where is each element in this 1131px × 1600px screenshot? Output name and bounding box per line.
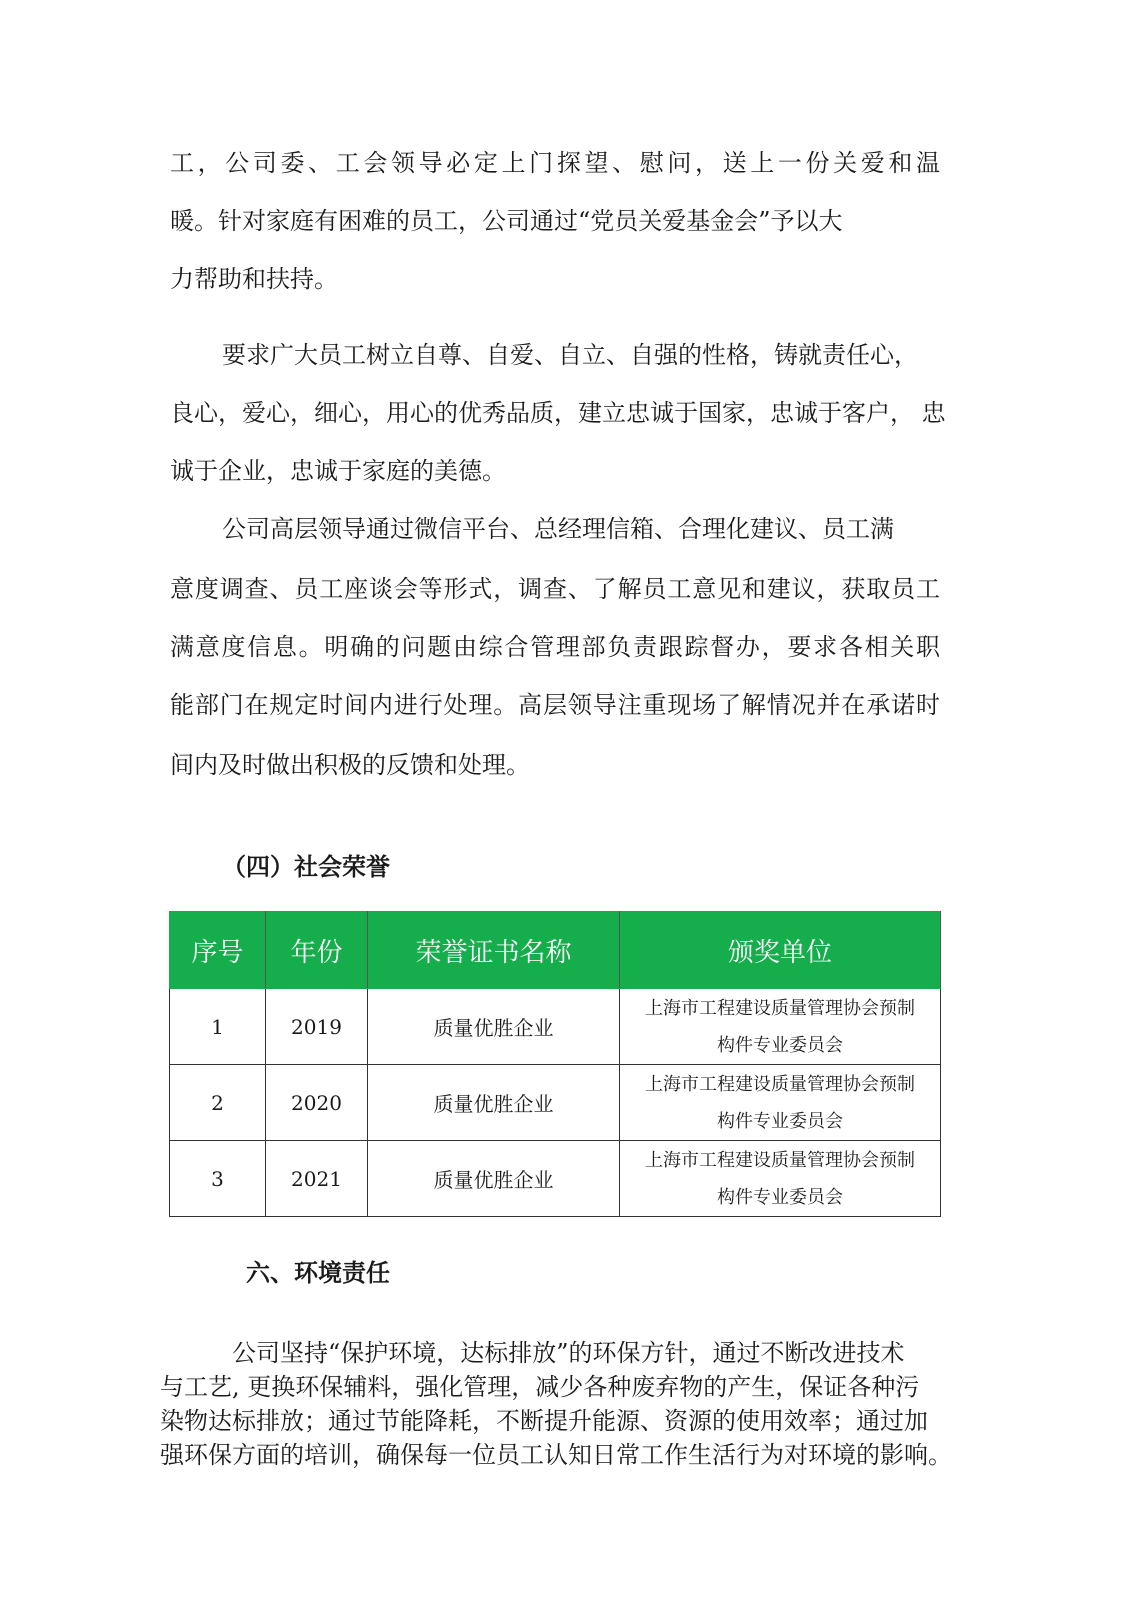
paragraph-line: 意度调查、员工座谈会等形式，调查、了解员工意见和建议，获取员工 [170, 575, 940, 603]
unit-line: 构件专业委员会 [717, 1034, 843, 1056]
cell-no: 2 [170, 1065, 266, 1141]
column-header-name: 荣誉证书名称 [368, 912, 620, 989]
paragraph-line: 间内及时做出积极的反馈和处理。 [170, 751, 530, 779]
cell-no: 3 [170, 1141, 266, 1217]
paragraph-line: 力帮助和扶持。 [170, 265, 338, 293]
table-row [170, 989, 941, 1065]
paragraph-line: 良心，爱心，细心，用心的优秀品质，建立忠诚于国家，忠诚于客户， 忠 [170, 399, 946, 427]
cell-unit [620, 1141, 941, 1217]
paragraph-line: 满意度信息。明确的问题由综合管理部负责跟踪督办，要求各相关职 [170, 633, 940, 661]
cell-unit [620, 1065, 941, 1141]
paragraph-line: 强环保方面的培训，确保每一位员工认知日常工作生活行为对环境的影响。 [160, 1441, 952, 1469]
unit-line: 构件专业委员会 [717, 1186, 843, 1208]
paragraph-line: 能部门在规定时间内进行处理。高层领导注重现场了解情况并在承诺时 [170, 691, 940, 719]
cell-year: 2019 [266, 989, 368, 1065]
paragraph-line: 公司坚持“保护环境，达标排放”的环保方针，通过不断改进技术 [232, 1339, 905, 1367]
table-row [170, 1065, 941, 1141]
table-row [170, 1141, 941, 1217]
paragraph-line: 要求广大员工树立自尊、自爱、自立、自强的性格，铸就责任心， [222, 341, 918, 369]
section-heading-honors: （四）社会荣誉 [222, 852, 390, 881]
column-header-no: 序号 [170, 912, 266, 989]
paragraph-line: 暖。针对家庭有困难的员工，公司通过“党员关爱基金会”予以大 [170, 207, 843, 235]
paragraph-line: 工，公司委、工会领导必定上门探望、慰问，送上一份关爱和温 [170, 149, 940, 177]
section-heading-environment: 六、环境责任 [246, 1258, 390, 1287]
paragraph-line: 诚于企业，忠诚于家庭的美德。 [170, 457, 506, 485]
unit-line: 上海市工程建设质量管理协会预制 [645, 1073, 915, 1095]
honors-table [169, 911, 941, 1217]
unit-line: 构件专业委员会 [717, 1110, 843, 1132]
cell-unit [620, 989, 941, 1065]
paragraph-line: 染物达标排放；通过节能降耗，不断提升能源、资源的使用效率；通过加 [160, 1407, 928, 1435]
unit-line: 上海市工程建设质量管理协会预制 [645, 1149, 915, 1171]
paragraph-line: 公司高层领导通过微信平台、总经理信箱、合理化建议、员工满 [222, 515, 894, 543]
cell-name: 质量优胜企业 [368, 989, 620, 1065]
column-header-year: 年份 [266, 912, 368, 989]
paragraph-line: 与工艺, 更换环保辅料，强化管理，减少各种废弃物的产生，保证各种污 [160, 1373, 920, 1401]
cell-year: 2021 [266, 1141, 368, 1217]
cell-name: 质量优胜企业 [368, 1141, 620, 1217]
cell-year: 2020 [266, 1065, 368, 1141]
cell-name: 质量优胜企业 [368, 1065, 620, 1141]
unit-line: 上海市工程建设质量管理协会预制 [645, 997, 915, 1019]
column-header-unit: 颁奖单位 [620, 912, 941, 989]
table-header-row [170, 912, 941, 989]
cell-no: 1 [170, 989, 266, 1065]
